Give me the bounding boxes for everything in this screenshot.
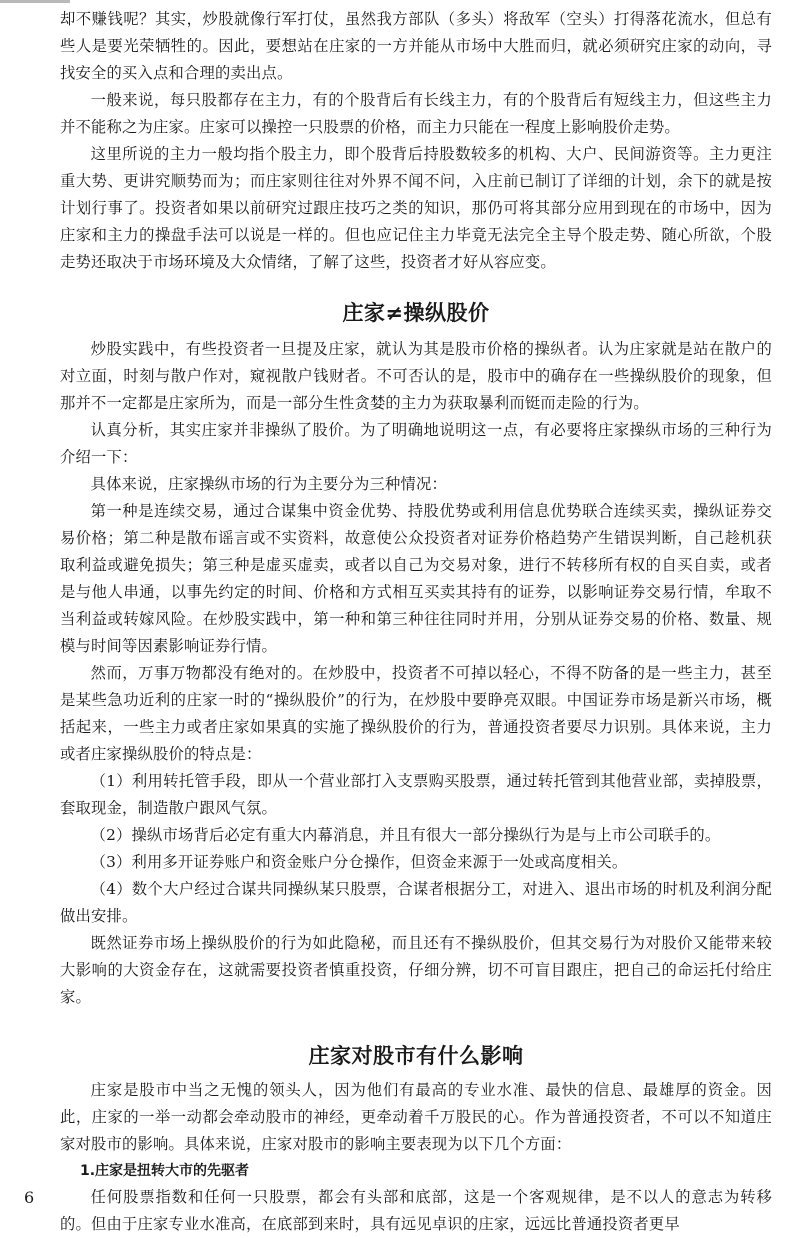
- list-item: （1）利用转托管手段，即从一个营业部打入支票购买股票，通过转托管到其他营业部，卖掉股票，套取现金，制造散户跟风气氛。: [60, 772, 772, 817]
- paragraph: 一般来说，每只股都存在主力，有的个股背后有长线主力，有的个股背后有短线主力，但这些主力并不能称之为庄家。庄家可以操控一只股票的价格，而主力只能在一程度上影响股价走势。: [60, 91, 772, 136]
- paragraph: 然而，万事万物都没有绝对的。在炒股中，投资者不可掉以轻心，不得不防备的是一些主力，甚至是某些急功近利的庄家一时的“操纵股价”的行为，在炒股中要睁亮双眼。中国证券市场是新兴市场，概括起来，一些主力或者庄家如果真的实施了操纵股价的行为，普通投资者要尽力识别。具体来说，主力或者庄家操纵股价的特点是：: [60, 664, 772, 763]
- section-title-influence: 庄家对股市有什么影响: [308, 1044, 524, 1068]
- list-item: （2）操纵市场背后必定有重大内幕消息，并且有很大一部分操纵行为是与上市公司联手的。: [90, 826, 721, 844]
- list-item: （4）数个大户经过合谋共同操纵某只股票，合谋者根据分工，对进入、退出市场的时机及利润分配做出安排。: [60, 880, 772, 925]
- subheading: 1.庄家是扭转大市的先驱者: [80, 1163, 250, 1179]
- paragraph: 第一种是连续交易，通过合谋集中资金优势、持股优势或利用信息优势联合连续买卖，操纵证券交易价格；第二种是散布谣言或不实资料，故意使公众投资者对证券价格趋势产生错误判断，自己趁机获取利益或避免损失；第三种是虚买虚卖，或者以自己为交易对象，进行不转移所有权的自买自卖，或者是与他人串通，以事先约定的时间、价格和方式相互买卖其持有的证券，以影响证券交易行情，牟取不当利益或转嫁风险。在炒股实践中，第一种和第三种往往同时并用，分别从证券交易的价格、数量、规模与时间等因素影响证券行情。: [60, 502, 772, 655]
- paragraph: 具体来说，庄家操纵市场的行为主要分为三种情况：: [90, 475, 448, 493]
- paragraph: 既然证券市场上操纵股价的行为如此隐秘，而且还有不操纵股价，但其交易行为对股价又能带来较大影响的大资金存在，这就需要投资者慎重投资，仔细分辨，切不可盲目跟庄，把自己的命运托付给庄家。: [60, 934, 772, 1006]
- paragraph: 认真分析，其实庄家并非操纵了股价。为了明确地说明这一点，有必要将庄家操纵市场的三种行为介绍一下：: [60, 421, 772, 466]
- page-number: 6: [24, 1188, 35, 1207]
- document-page: [60, 6, 772, 1233]
- section-title-manipulation: 庄家≠操纵股价: [342, 301, 490, 325]
- paragraph: 这里所说的主力一般均指个股主力，即个股背后持股数较多的机构、大户、民间游资等。主力更注重大势、更讲究顺势而为；而庄家则往往对外界不闻不问，入庄前已制订了详细的计划，余下的就是按计划行事了。投资者如果以前研究过跟庄技巧之类的知识，那仍可将其部分应用到现在的市场中，因为庄家和主力的操盘手法可以说是一样的。但也应记住主力毕竟无法完全主导个股走势、随心所欲，个股走势还取决于市场环境及大众情绪，了解了这些，投资者才好从容应变。: [60, 145, 772, 271]
- paragraph: 庄家是股市中当之无愧的领头人，因为他们有最高的专业水准、最快的信息、最雄厚的资金。因此，庄家的一举一动都会牵动股市的神经，更牵动着千万股民的心。作为普通投资者，不可以不知道庄家对股市的影响。具体来说，庄家对股市的影响主要表现为以下几个方面：: [60, 1081, 772, 1153]
- paragraph: 任何股票指数和任何一只股票，都会有头部和底部，这是一个客观规律，是不以人的意志为转移的。但由于庄家专业水准高，在底部到来时，具有远见卓识的庄家，远远比普通投资者更早: [60, 1188, 772, 1233]
- page-top-decoration: [0, 0, 70, 3]
- paragraph: 炒股实践中，有些投资者一旦提及庄家，就认为其是股市价格的操纵者。认为庄家就是站在散户的对立面，时刻与散户作对，窥视散户钱财者。不可否认的是，股市中的确存在一些操纵股价的现象，但那并不一定都是庄家所为，而是一部分生性贪婪的主力为获取暴利而铤而走险的行为。: [60, 340, 772, 412]
- list-item: （3）利用多开证券账户和资金账户分仓操作，但资金来源于一处或高度相关。: [90, 853, 628, 871]
- paragraph: 却不赚钱呢？其实，炒股就像行军打仗，虽然我方部队（多头）将敌军（空头）打得落花流水，但总有些人是要光荣牺牲的。因此，要想站在庄家的一方并能从市场中大胜而归，就必须研究庄家的动向，寻找安全的买入点和合理的卖出点。: [60, 10, 772, 82]
